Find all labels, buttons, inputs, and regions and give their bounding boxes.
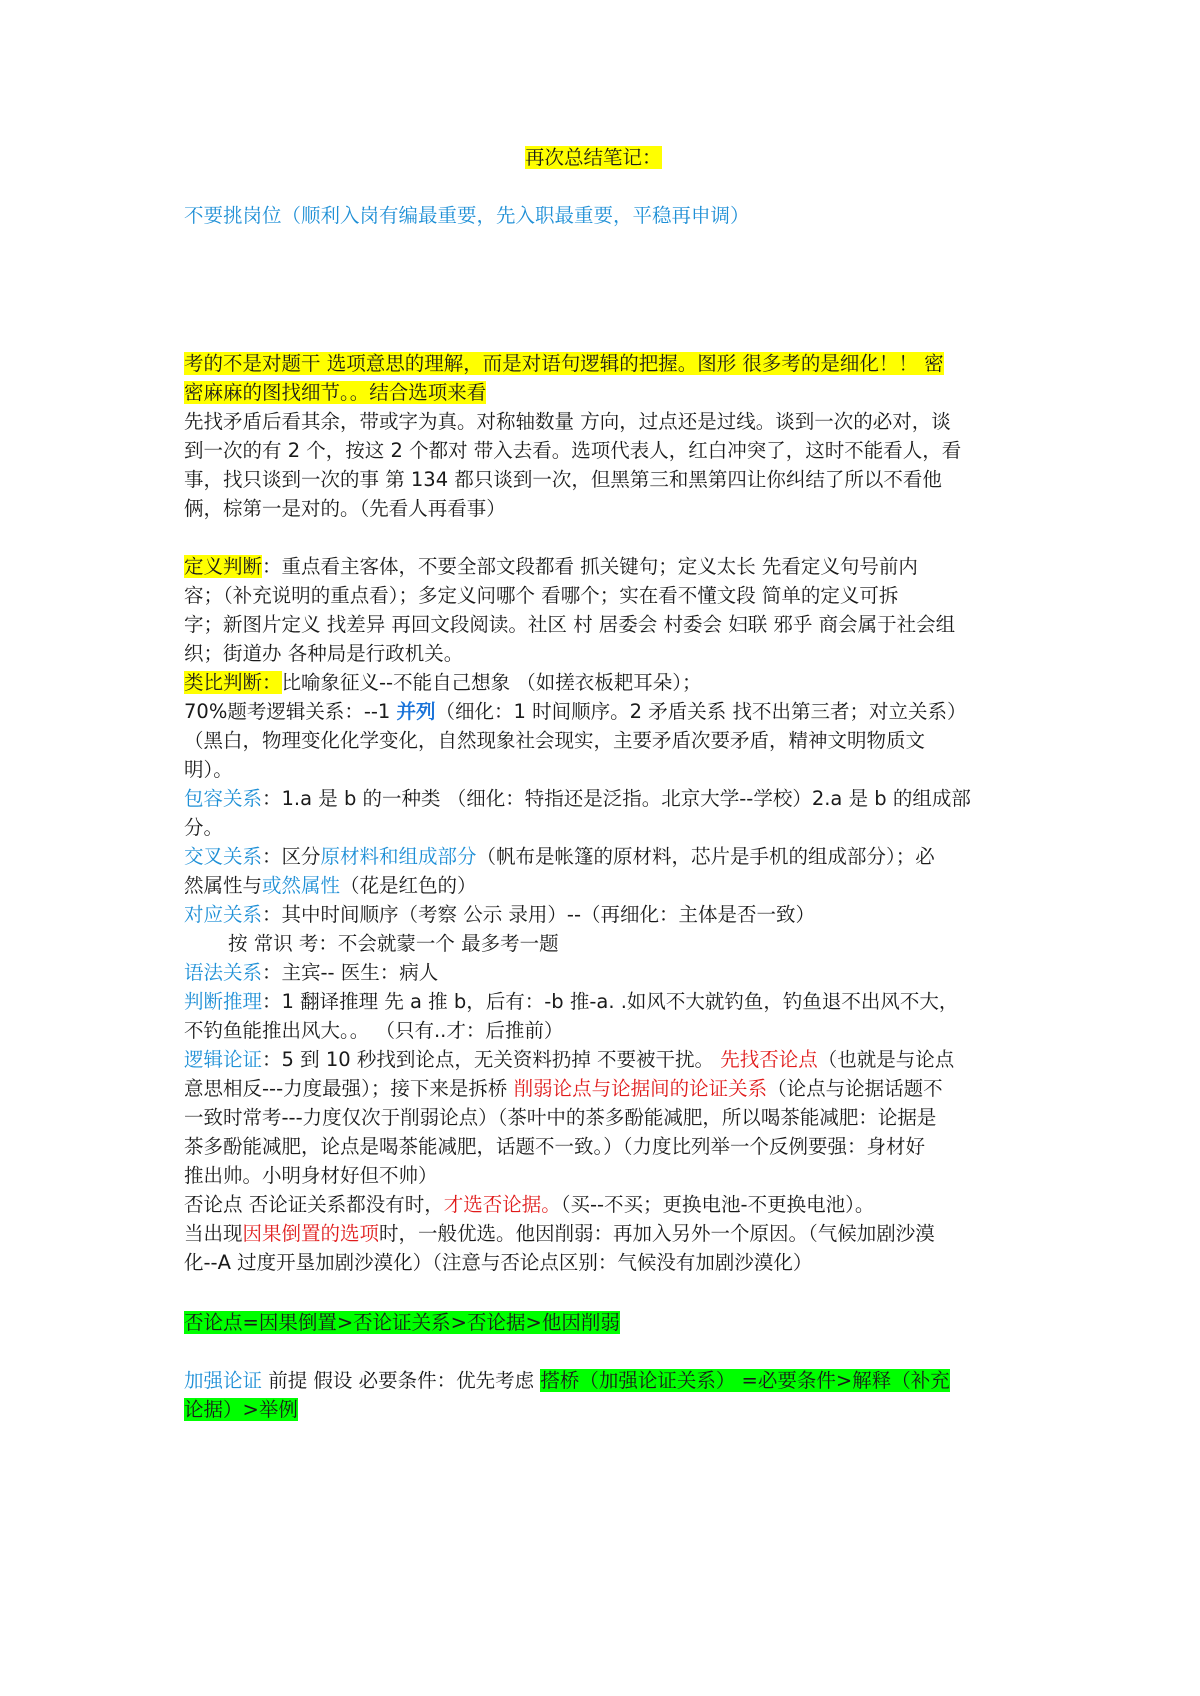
analogy-label: 类比判断： — [184, 671, 282, 694]
page-title: 再次总结笔记： — [525, 146, 662, 169]
argument-line-7: 当出现因果倒置的选项时，一般优选。他因削弱：再加入另外一个原因。（气候加剧沙漠 — [184, 1222, 935, 1245]
argument-line-6: 否论点 否论证关系都没有时，才选否论据。（买--不买；更换电池-不更换电池）。 — [184, 1193, 875, 1216]
definition-line-1: 定义判断：重点看主客体，不要全部文段都看 抓关键句；定义太长 先看定义句号前内 — [184, 555, 918, 578]
argument-line-3: 一致时常考---力度仅次于削弱论点）（茶叶中的茶多酚能减肥，所以喝茶能减肥：论据是 — [184, 1106, 937, 1129]
correspond-line: 对应关系：其中时间顺序（考察 公示 录用）--（再细化：主体是否一致） — [184, 903, 815, 926]
definition-line-3: 字；新图片定义 找差异 再回文段阅读。社区 村 居委会 村委会 妇联 邪乎 商会属于社会组 — [184, 613, 956, 636]
argument-line-2: 意思相反---力度最强）；接下来是拆桥 削弱论点与论据间的论证关系（论点与论据话题不 — [184, 1077, 943, 1100]
graphic-line-1: 考的不是对题干 选项意思的理解，而是对语句逻辑的把握。图形 很多考的是细化！！ 密 — [184, 352, 944, 375]
graphic-line-2: 密麻麻的图找细节。。结合选项来看 — [184, 381, 487, 404]
inclusion-line-1: 包容关系：1.a 是 b 的一种类 （细化：特指还是泛指。北京大学--学校）2.a 是 b 的组成部 — [184, 787, 971, 810]
common-sense-line: 按 常识 考：不会就蒙一个 最多考一题 — [228, 932, 559, 955]
logic-relation-line-2: （黑白，物理变化化学变化，自然现象社会现实，主要矛盾次要矛盾，精神文明物质文 — [184, 729, 926, 752]
argument-line-5: 推出帅。小明身材好但不帅） — [184, 1164, 438, 1187]
summary-line: 否论点=因果倒置>否论证关系>否论据>他因削弱 — [184, 1311, 620, 1334]
cross-label: 交叉关系 — [184, 845, 263, 868]
cross-line-1: 交叉关系：区分原材料和组成部分（帆布是帐篷的原材料，芯片是手机的组成部分）；必 — [184, 845, 935, 868]
graphic-line-5: 事，找只谈到一次的事 第 134 都只谈到一次，但黑第三和黑第四让你纠结了所以不看他 — [184, 468, 942, 491]
logic-relation-line-3: 明）。 — [184, 758, 233, 781]
judgment-line-2: 不钓鱼能推出风大。。 （只有..才：后推前） — [184, 1019, 564, 1042]
correspond-label: 对应关系 — [184, 903, 263, 926]
argument-line-8: 化--A 过度开垦加剧沙漠化）（注意与否论点区别：气候没有加剧沙漠化） — [184, 1251, 813, 1274]
graphic-line-3: 先找矛盾后看其余，带或字为真。对称轴数量 方向，过点还是过线。谈到一次的必对，谈 — [184, 410, 951, 433]
judgment-line-1: 判断推理：1 翻译推理 先 a 推 b，后有：-b 推-a. .如风不大就钓鱼，钓鱼退不出风不大， — [184, 990, 959, 1013]
job-note: 不要挑岗位（顺利入岗有编最重要，先入职最重要，平稳再申调） — [184, 204, 750, 227]
graphic-line-6: 俩，棕第一是对的。（先看人再看事） — [184, 497, 506, 520]
strengthen-line-2: 论据）>举例 — [184, 1398, 298, 1421]
definition-label: 定义判断 — [184, 555, 263, 578]
definition-line-4: 织；街道办 各种局是行政机关。 — [184, 642, 464, 665]
analogy-line: 类比判断：比喻象征义--不能自己想象 （如搓衣板耙耳朵）； — [184, 671, 702, 694]
judgment-label: 判断推理 — [184, 990, 263, 1013]
grammar-label: 语法关系 — [184, 961, 263, 984]
definition-line-2: 容；（补充说明的重点看）；多定义问哪个 看哪个；实在看不懂文段 简单的定义可拆 — [184, 584, 899, 607]
argument-line-4: 茶多酚能减肥，论点是喝茶能减肥，话题不一致。）（力度比列举一个反例要强：身材好 — [184, 1135, 926, 1158]
inclusion-label: 包容关系 — [184, 787, 263, 810]
strengthen-line-1: 加强论证 前提 假设 必要条件：优先考虑 搭桥（加强论证关系） =必要条件>解释（补充 — [184, 1369, 950, 1392]
inclusion-line-2: 分。 — [184, 816, 224, 839]
argument-label: 逻辑论证 — [184, 1048, 263, 1071]
cross-line-2: 然属性与或然属性（花是红色的） — [184, 874, 477, 897]
grammar-line: 语法关系：主宾-- 医生：病人 — [184, 961, 439, 984]
strengthen-label: 加强论证 — [184, 1369, 263, 1392]
graphic-line-4: 到一次的有 2 个，按这 2 个都对 带入去看。选项代表人，红白冲突了，这时不能看人，看 — [184, 439, 962, 462]
logic-relation-line-1: 70%题考逻辑关系：--1 并列（细化：1 时间顺序。2 矛盾关系 找不出第三者；对立关系） — [184, 700, 967, 723]
argument-line-1: 逻辑论证：5 到 10 秒找到论点，无关资料扔掉 不要被干扰。 先找否论点（也就是与论点 — [184, 1048, 955, 1071]
